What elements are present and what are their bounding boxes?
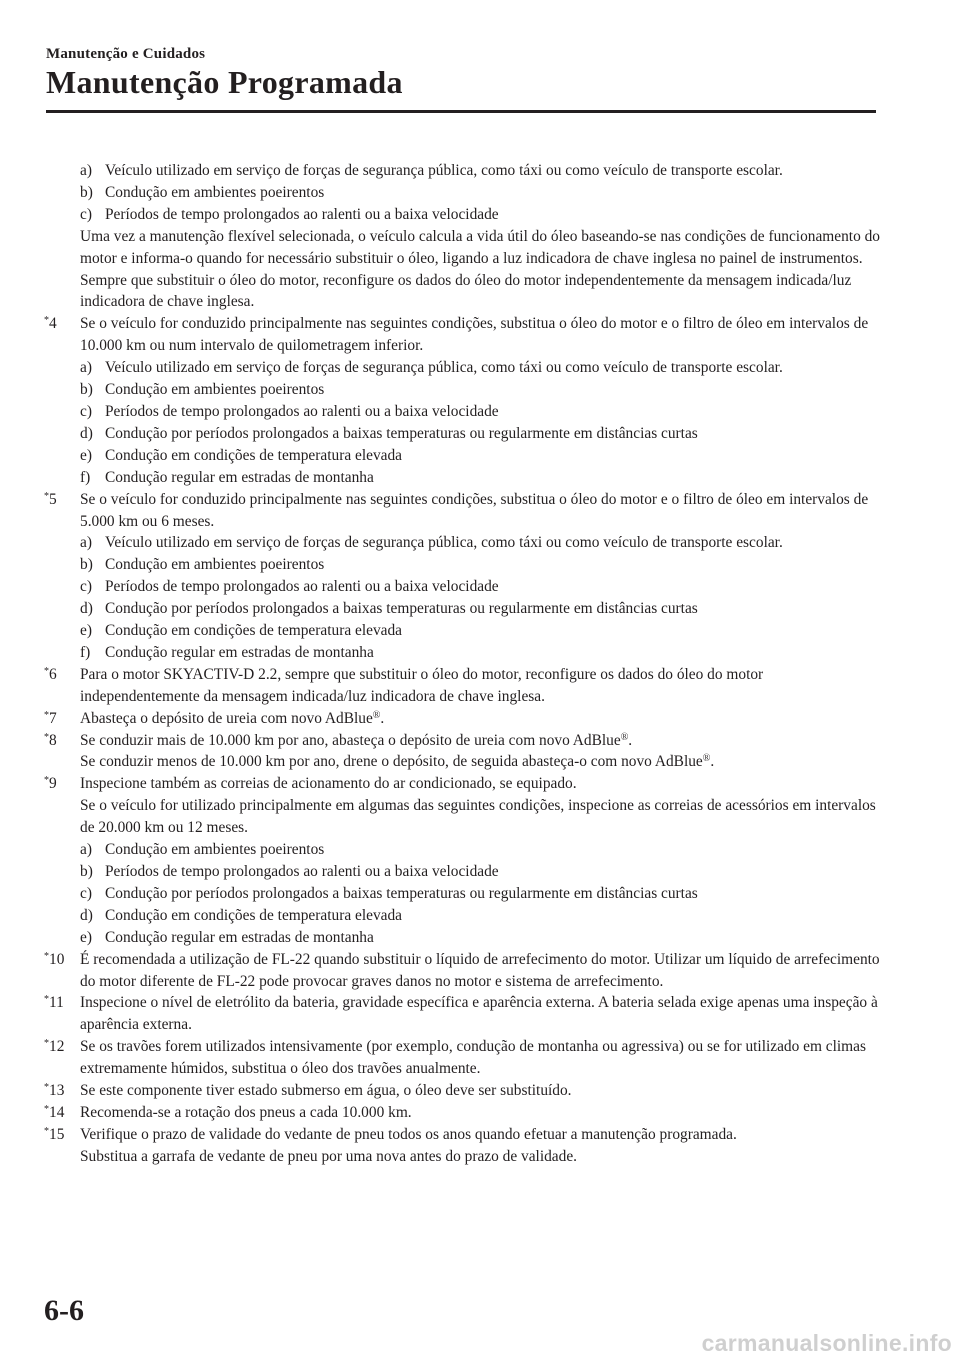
list-item xyxy=(44,883,884,905)
list-item-text: Condução em condições de temperatura elevada xyxy=(105,446,402,464)
footnote-number: 7 xyxy=(49,709,57,727)
list-item-text: Condução por períodos prolongados a baixas temperaturas ou regularmente em distâncias curtas xyxy=(105,424,698,442)
list-item-text: Condução em ambientes poeirentos xyxy=(105,841,325,859)
list-item xyxy=(44,445,884,467)
list-item-letter: b) xyxy=(80,863,93,880)
list-item-letter: b) xyxy=(80,183,93,201)
list-item xyxy=(44,905,884,927)
registered-mark: ® xyxy=(372,709,381,721)
document-body xyxy=(44,160,884,1168)
list-item-text: Condução em ambientes poeirentos xyxy=(105,381,325,399)
footnote-12 xyxy=(44,1036,884,1080)
footnote-asterisk: * xyxy=(44,1082,49,1094)
footnote-number: 9 xyxy=(49,775,57,793)
footnote-number: 13 xyxy=(49,1082,65,1100)
intro-paragraph: Uma vez a manutenção flexível selecionada, o veículo calcula a vida útil do óleo baseando-se nas condições de funcionamento do motor e informa-o quando for necessário substituir o óleo, ligando a luz indicadora de chave inglesa no painel de instrumentos. xyxy=(80,227,881,267)
note-text: Se os travões forem utilizados intensivamente (por exemplo, condução de montanha ou agressiva) ou se for utilizado em climas extremamente húmidos, substitua o óleo dos travões anualmente. xyxy=(80,1038,866,1078)
list-item-text: Períodos de tempo prolongados ao ralenti ou a baixa velocidade xyxy=(105,205,499,223)
footnote-marker xyxy=(44,992,64,1014)
list-item xyxy=(44,576,884,598)
list-item-letter: a) xyxy=(80,534,92,552)
list-item xyxy=(44,467,884,489)
note-text-tail: . xyxy=(628,731,633,749)
footnote-10 xyxy=(44,949,884,993)
footnote-asterisk: * xyxy=(44,709,49,721)
footnote-15 xyxy=(44,1124,884,1146)
footnote-number: 5 xyxy=(49,490,57,508)
note-text: Se conduzir mais de 10.000 km por ano, abasteça o depósito de ureia com novo AdBlue xyxy=(80,731,621,749)
list-item xyxy=(44,357,884,379)
list-item xyxy=(44,532,884,554)
footnote-asterisk: * xyxy=(44,775,49,787)
footnote-asterisk: * xyxy=(44,665,49,677)
footnote-asterisk: * xyxy=(44,950,49,962)
footnote-extra-line xyxy=(44,751,884,773)
footnote-number: 11 xyxy=(49,994,64,1012)
list-item-text: Condução por períodos prolongados a baixas temperaturas ou regularmente em distâncias curtas xyxy=(105,600,698,618)
footnote-5 xyxy=(44,489,884,533)
list-item-text: Condução em condições de temperatura elevada xyxy=(105,906,402,924)
notes-list xyxy=(44,313,884,1167)
list-item xyxy=(44,423,884,445)
list-item-text: Condução regular em estradas de montanha xyxy=(105,928,374,946)
list-item-letter: b) xyxy=(80,381,93,399)
list-item xyxy=(44,642,884,664)
footnote-marker xyxy=(44,1102,64,1124)
list-item-text: Períodos de tempo prolongados ao ralenti ou a baixa velocidade xyxy=(105,402,499,420)
list-item-text: Condução por períodos prolongados a baixas temperaturas ou regularmente em distâncias curtas xyxy=(105,884,698,902)
footnote-marker xyxy=(44,949,64,971)
list-item-letter: e) xyxy=(80,622,92,640)
note-text: Se conduzir menos de 10.000 km por ano, drene o depósito, de seguida abasteça-o com novo AdBlue xyxy=(80,753,703,771)
list-item-letter: c) xyxy=(80,578,92,596)
list-item xyxy=(44,401,884,423)
footnote-marker xyxy=(44,313,57,335)
list-item-letter: c) xyxy=(80,402,92,420)
note-text: Se o veículo for conduzido principalmente nas seguintes condições, substitua o óleo do motor e o filtro de óleo em intervalos de 5.000 km ou 6 meses. xyxy=(80,490,869,530)
footnote-body xyxy=(80,1036,884,1080)
footnote-6 xyxy=(44,664,884,708)
list-item-text: Períodos de tempo prolongados ao ralenti ou a baixa velocidade xyxy=(105,578,499,596)
note-text: Inspecione também as correias de acionamento do ar condicionado, se equipado. xyxy=(80,775,577,793)
footnote-number: 8 xyxy=(49,731,57,749)
footnote-marker xyxy=(44,1036,64,1058)
page-number: 6-6 xyxy=(44,1294,84,1327)
registered-mark: ® xyxy=(702,753,711,765)
list-item xyxy=(44,554,884,576)
footnote-7 xyxy=(44,708,884,730)
note-text: É recomendada a utilização de FL-22 quando substituir o líquido de arrefecimento do motor. Utilizar um líquido de arrefecimento do motor diferente de FL-22 pode provocar graves danos no motor e sistema de arrefecimento. xyxy=(80,950,880,990)
note-text: Recomenda-se a rotação dos pneus a cada 10.000 km. xyxy=(80,1103,412,1121)
list-item-text: Condução em ambientes poeirentos xyxy=(105,556,325,574)
footnote-body xyxy=(80,708,884,730)
footnote-body xyxy=(80,313,884,357)
footnote-body xyxy=(80,773,884,795)
footnote-14 xyxy=(44,1102,884,1124)
footnote-asterisk: * xyxy=(44,490,49,502)
footnote-body xyxy=(80,489,884,533)
page-title: Manutenção Programada xyxy=(46,64,403,100)
list-item-text: Condução regular em estradas de montanha xyxy=(105,468,374,486)
note-text: Verifique o prazo de validade do vedante de pneu todos os anos quando efetuar a manutenção programada. xyxy=(80,1125,737,1143)
footnote-asterisk: * xyxy=(44,1103,49,1115)
list-item-letter: d) xyxy=(80,424,93,442)
footnote-asterisk: * xyxy=(44,994,49,1006)
footnote-9 xyxy=(44,773,884,795)
footnote-number: 12 xyxy=(49,1038,65,1056)
intro-block xyxy=(44,160,884,313)
intro-paragraph: Sempre que substituir o óleo do motor, reconfigure os dados do óleo do motor independentemente da mensagem indicada/luz indicadora de chave inglesa. xyxy=(80,271,852,311)
list-item-letter: e) xyxy=(80,446,92,464)
footnote-body xyxy=(80,730,884,752)
list-item-letter: d) xyxy=(80,906,93,924)
list-item xyxy=(44,204,884,226)
list-item-letter: f) xyxy=(80,643,91,661)
footnote-asterisk: * xyxy=(44,731,49,743)
list-item xyxy=(44,182,884,204)
note-text: Abasteça o depósito de ureia com novo AdBlue xyxy=(80,709,373,727)
list-item-letter: a) xyxy=(80,841,92,859)
footnote-8 xyxy=(44,730,884,752)
footnote-body xyxy=(80,664,884,708)
list-item xyxy=(44,861,884,883)
footnote-marker xyxy=(44,773,57,795)
list-item-letter: e) xyxy=(80,928,92,946)
footnote-marker xyxy=(44,664,57,686)
footnote-number: 6 xyxy=(49,665,57,683)
note-text-tail: . xyxy=(710,753,715,771)
footnote-body xyxy=(80,949,884,993)
footnote-body xyxy=(80,992,884,1036)
list-item-text: Condução regular em estradas de montanha xyxy=(105,643,374,661)
list-item xyxy=(44,598,884,620)
note-text: Se o veículo for conduzido principalmente nas seguintes condições, substitua o óleo do motor e o filtro de óleo em intervalos de 10.000 km ou num intervalo de quilometragem inferior. xyxy=(80,315,869,355)
footnote-marker xyxy=(44,1124,64,1146)
registered-mark: ® xyxy=(620,731,629,743)
note-text: Se este componente tiver estado submerso em água, o óleo deve ser substituído. xyxy=(80,1082,572,1100)
section-label: Manutenção e Cuidados xyxy=(46,46,206,62)
footnote-paragraph: Substitua a garrafa de vedante de pneu por uma nova antes do prazo de validade. xyxy=(80,1147,578,1165)
footnote-body xyxy=(80,1102,884,1124)
list-item xyxy=(44,620,884,642)
list-item-letter: b) xyxy=(80,556,93,574)
note-text-tail: . xyxy=(380,709,385,727)
list-item-text: Condução em condições de temperatura elevada xyxy=(105,622,402,640)
list-item-letter: a) xyxy=(80,359,92,377)
list-item-letter: c) xyxy=(80,205,92,223)
footnote-number: 15 xyxy=(49,1125,65,1143)
footnote-number: 14 xyxy=(49,1103,65,1121)
list-item-text: Condução em ambientes poeirentos xyxy=(105,183,325,201)
note-text: Inspecione o nível de eletrólito da bateria, gravidade específica e aparência externa. A bateria selada exige apenas uma inspeção à aparência externa. xyxy=(80,994,878,1034)
footnote-marker xyxy=(44,708,57,730)
footnote-paragraph: Se o veículo for utilizado principalmente em algumas das seguintes condições, inspecione as correias de acessórios em intervalos de 20.000 km ou 12 meses. xyxy=(80,797,876,837)
footnote-body xyxy=(80,1124,884,1146)
list-item-letter: d) xyxy=(80,600,93,618)
watermark-logo: carmanualsonline.info xyxy=(701,1330,952,1356)
footnote-asterisk: * xyxy=(44,1038,49,1050)
footnote-asterisk: * xyxy=(44,1125,49,1137)
footnote-body xyxy=(80,1080,884,1102)
footnote-marker xyxy=(44,1080,64,1102)
list-item-text: Períodos de tempo prolongados ao ralenti ou a baixa velocidade xyxy=(105,863,499,880)
list-item xyxy=(44,839,884,861)
list-item-text: Veículo utilizado em serviço de forças de segurança pública, como táxi ou como veículo de transporte escolar. xyxy=(105,359,783,377)
footnote-11 xyxy=(44,992,884,1036)
list-item xyxy=(44,927,884,949)
list-item-text: Veículo utilizado em serviço de forças de segurança pública, como táxi ou como veículo de transporte escolar. xyxy=(105,162,783,179)
list-item-text: Veículo utilizado em serviço de forças de segurança pública, como táxi ou como veículo de transporte escolar. xyxy=(105,534,783,552)
footnote-13 xyxy=(44,1080,884,1102)
list-item-letter: f) xyxy=(80,468,91,486)
footnote-4 xyxy=(44,313,884,357)
footnote-number: 4 xyxy=(49,315,57,333)
list-item xyxy=(44,160,884,182)
footnote-marker xyxy=(44,489,57,511)
list-item-letter: a) xyxy=(80,162,92,179)
list-item-letter: c) xyxy=(80,884,92,902)
footnote-number: 10 xyxy=(49,950,65,968)
list-item xyxy=(44,379,884,401)
title-rule xyxy=(46,110,876,113)
footnote-asterisk: * xyxy=(44,315,49,327)
footnote-marker xyxy=(44,730,57,752)
note-text: Para o motor SKYACTIV-D 2.2, sempre que substituir o óleo do motor, reconfigure os dados do óleo do motor independentemente da mensagem indicada/luz indicadora de chave inglesa. xyxy=(80,665,764,705)
